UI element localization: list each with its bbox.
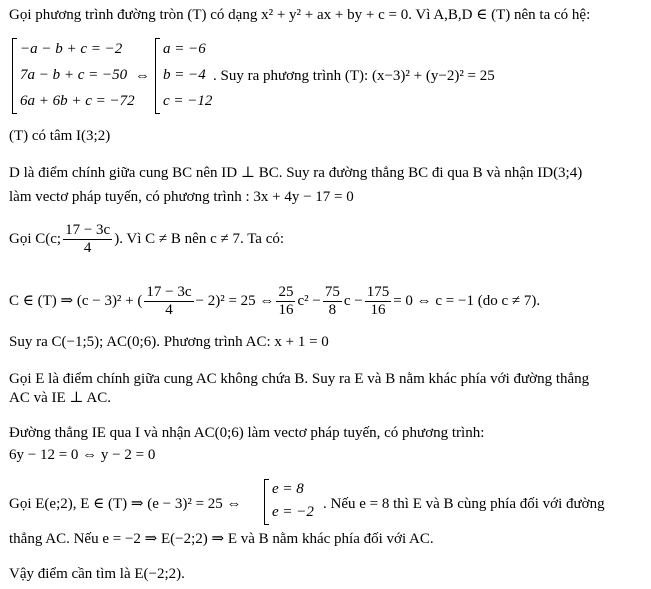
system-e [272, 478, 314, 524]
bc-line-2: làm vectơ pháp tuyến, có phương trình : 3x + 4y − 17 = 0 [9, 189, 354, 205]
point-c-frac-num: 17 − 3c [65, 222, 111, 239]
system2-eq3: c = −12 [163, 93, 213, 109]
system-solution [163, 36, 212, 114]
c-eq-part-e: = 0 ⇔ c = −1 (do c ≠ 7). [393, 293, 541, 309]
center-line: (T) có tâm I(3;2) [9, 128, 111, 144]
c-eq-frac2 [276, 284, 295, 319]
c-eq-frac4-den: 16 [370, 302, 386, 319]
equiv-sign: ⇔ [135, 68, 150, 84]
left-brace [12, 38, 17, 114]
ie-line-1: Đường thẳng IE qua I và nhận AC(0;6) làm vectơ pháp tuyến, có phương trình: [9, 425, 485, 441]
ac-line: Suy ra C(−1;5); AC(0;6). Phương trình AC: x + 1 = 0 [9, 334, 329, 350]
system-equations-1 [20, 36, 135, 114]
point-c-frac-den: 4 [83, 240, 92, 257]
point-c-line [9, 220, 284, 258]
c-eq-frac3-num: 75 [324, 284, 340, 301]
system-e-eq1: e = 8 [272, 481, 304, 497]
system1-eq2: 7a − b + c = −50 [20, 67, 128, 83]
c-eq-frac1-den: 4 [165, 302, 173, 319]
c-eq-part-d: c − [343, 293, 363, 309]
c-eq-frac3 [323, 284, 342, 319]
left-brace-2 [155, 38, 160, 114]
c-eq-frac2-den: 16 [278, 302, 294, 319]
point-c-pre: Gọi C(c; [9, 231, 62, 247]
c-eq-frac3-den: 8 [328, 302, 337, 319]
intro-line: Gọi phương trình đường tròn (T) có dạng x² + y² + ax + by + c = 0. Vì A,B,D ∈ (T) nên ta có hệ: [9, 7, 591, 23]
circle-equation-line: . Suy ra phương trình (T): (x−3)² + (y−2)² = 25 [213, 68, 495, 84]
c-eq-frac4 [365, 284, 392, 319]
final-answer-line: Vậy điểm cần tìm là E(−2;2). [9, 566, 185, 582]
point-e-line-2: AC và IE ⊥ AC. [9, 390, 112, 406]
c-eq-part-c: c² − [297, 293, 321, 309]
c-eq-frac4-num: 175 [366, 284, 390, 301]
bc-line-1: D là điểm chính giữa cung BC nên ID ⊥ BC. Suy ra đường thẳng BC đi qua B và nhận ID(3;4) [9, 165, 583, 181]
c-eq-frac1 [144, 284, 193, 319]
system2-eq1: a = −6 [163, 41, 206, 57]
c-eq-frac2-num: 25 [278, 284, 294, 301]
system1-eq1: −a − b + c = −2 [20, 41, 123, 57]
c-eq-frac1-num: 17 − 3c [146, 284, 192, 301]
system2-eq2: b = −4 [163, 67, 206, 83]
e-conclusion-line: thẳng AC. Nếu e = −2 ⇒ E(−2;2) ⇒ E và B nằm khác phía đối với AC. [9, 531, 434, 547]
point-e-line-1: Gọi E là điểm chính giữa cung AC không chứa B. Suy ra E và B nằm khác phía với đường thẳng [9, 371, 590, 387]
ie-line-2: 6y − 12 = 0 ⇔ y − 2 = 0 [9, 447, 156, 463]
c-eq-part-a: C ∈ (T) ⇒ (c − 3)² + ( [9, 293, 143, 309]
point-c-fraction [63, 222, 112, 257]
bracket [264, 479, 269, 525]
c-equation-line [9, 282, 540, 320]
e-solve-pre: Gọi E(e;2), E ∈ (T) ⇒ (e − 3)² = 25 ⇔ [9, 496, 242, 512]
point-c-post: ). Vì C ≠ B nên c ≠ 7. Ta có: [114, 231, 285, 247]
system-e-eq2: e = −2 [272, 504, 314, 520]
e-solve-post: . Nếu e = 8 thì E và B cùng phía đối với đường [323, 496, 605, 512]
c-eq-part-b: − 2)² = 25 ⇔ [195, 293, 275, 309]
system1-eq3: 6a + 6b + c = −72 [20, 93, 135, 109]
